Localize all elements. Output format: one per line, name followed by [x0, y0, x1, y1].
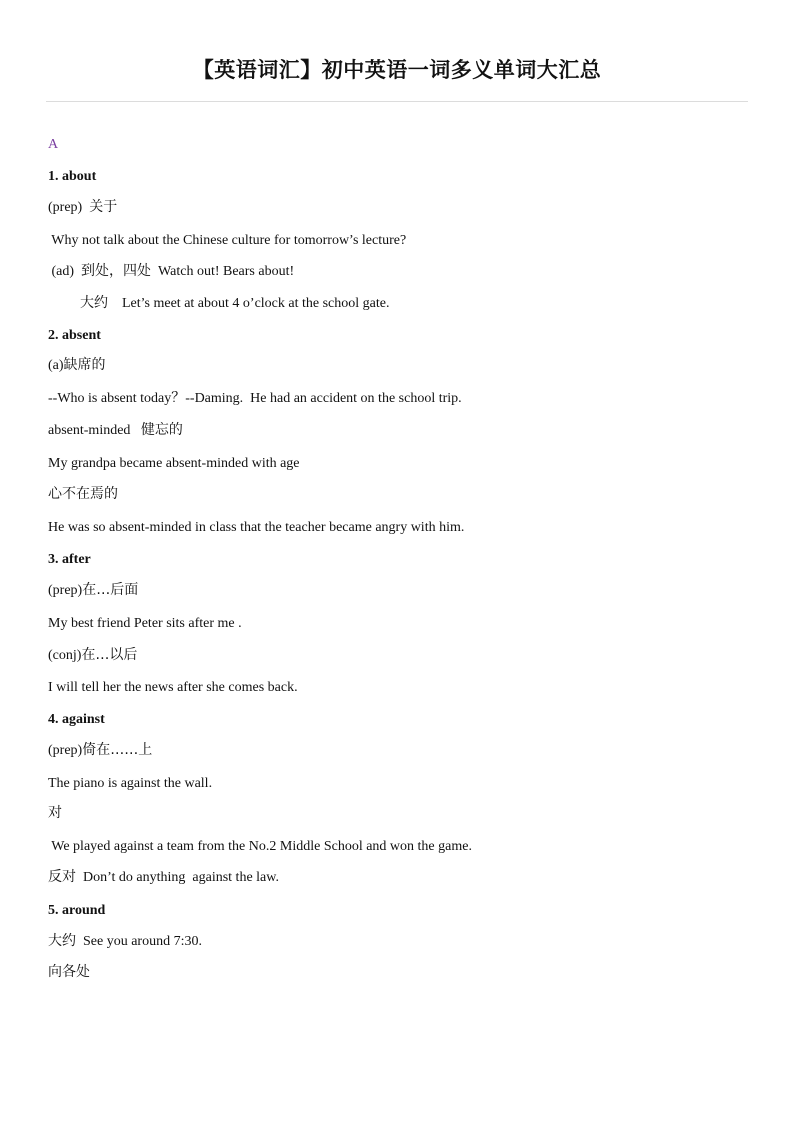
chinese-text: 反对 — [48, 869, 76, 885]
chinese-text: 关于 — [89, 199, 118, 215]
english-text: absent-minded — [48, 423, 141, 438]
chinese-text: 到处，四处 — [81, 263, 152, 279]
english-text: (prep) — [48, 743, 83, 758]
text-line — [48, 581, 138, 600]
text-line — [48, 262, 294, 281]
text-line: --Who is absent today？--Daming. He had an accident on the school trip. — [48, 391, 462, 406]
text-line — [48, 485, 118, 504]
english-text: (prep) — [48, 583, 83, 598]
english-text: Watch out! Bears about! — [151, 264, 295, 279]
chinese-text: 对 — [48, 805, 62, 821]
text-line — [48, 421, 183, 440]
word-heading: 5. around — [48, 903, 106, 918]
text-line: My best friend Peter sits after me . — [48, 616, 242, 631]
page-title: 【英语词汇】初中英语一词多义单词大汇总 — [192, 58, 602, 82]
word-heading: 3. after — [48, 552, 91, 567]
english-text: (ad) — [48, 264, 82, 279]
section-letter: A — [48, 137, 59, 152]
chinese-text: 倚在……上 — [82, 742, 153, 758]
text-line: The piano is against the wall. — [48, 776, 213, 791]
english-text: (prep) — [48, 200, 90, 215]
text-line: I will tell her the news after she comes back. — [48, 680, 298, 695]
chinese-text: 大约 — [48, 933, 76, 949]
text-line — [48, 198, 117, 217]
text-line — [48, 646, 137, 665]
word-heading: 4. against — [48, 712, 105, 727]
english-text: (a) — [48, 358, 64, 373]
chinese-text: 在…后面 — [82, 582, 139, 598]
text-line — [48, 868, 279, 887]
word-heading: 2. absent — [48, 328, 101, 343]
text-line — [48, 356, 106, 375]
text-line: Why not talk about the Chinese culture for tomorrow’s lecture? — [48, 233, 407, 248]
text-line: We played against a team from the No.2 Middle School and won the game. — [48, 839, 472, 854]
text-line — [48, 932, 202, 951]
chinese-text: 向各处 — [48, 964, 90, 980]
english-text: Let’s meet at about 4 o’clock at the school gate. — [108, 296, 390, 311]
text-line — [48, 741, 152, 760]
word-heading: 1. about — [48, 169, 97, 184]
text-line — [48, 963, 90, 982]
english-text: See you around 7:30. — [76, 934, 202, 949]
text-line: He was so absent-minded in class that the teacher became angry with him. — [48, 520, 465, 535]
chinese-text: 在…以后 — [81, 647, 138, 663]
chinese-text: 健忘的 — [140, 422, 183, 438]
chinese-text: 心不在焉的 — [48, 486, 118, 502]
title-divider — [46, 101, 748, 102]
text-line — [48, 804, 62, 823]
text-line — [80, 294, 389, 313]
chinese-text: 缺席的 — [63, 357, 106, 373]
english-text: Don’t do anything against the law. — [76, 870, 279, 885]
text-line: My grandpa became absent-minded with age — [48, 456, 300, 471]
chinese-text: 大约 — [80, 295, 108, 311]
english-text: (conj) — [48, 648, 82, 663]
